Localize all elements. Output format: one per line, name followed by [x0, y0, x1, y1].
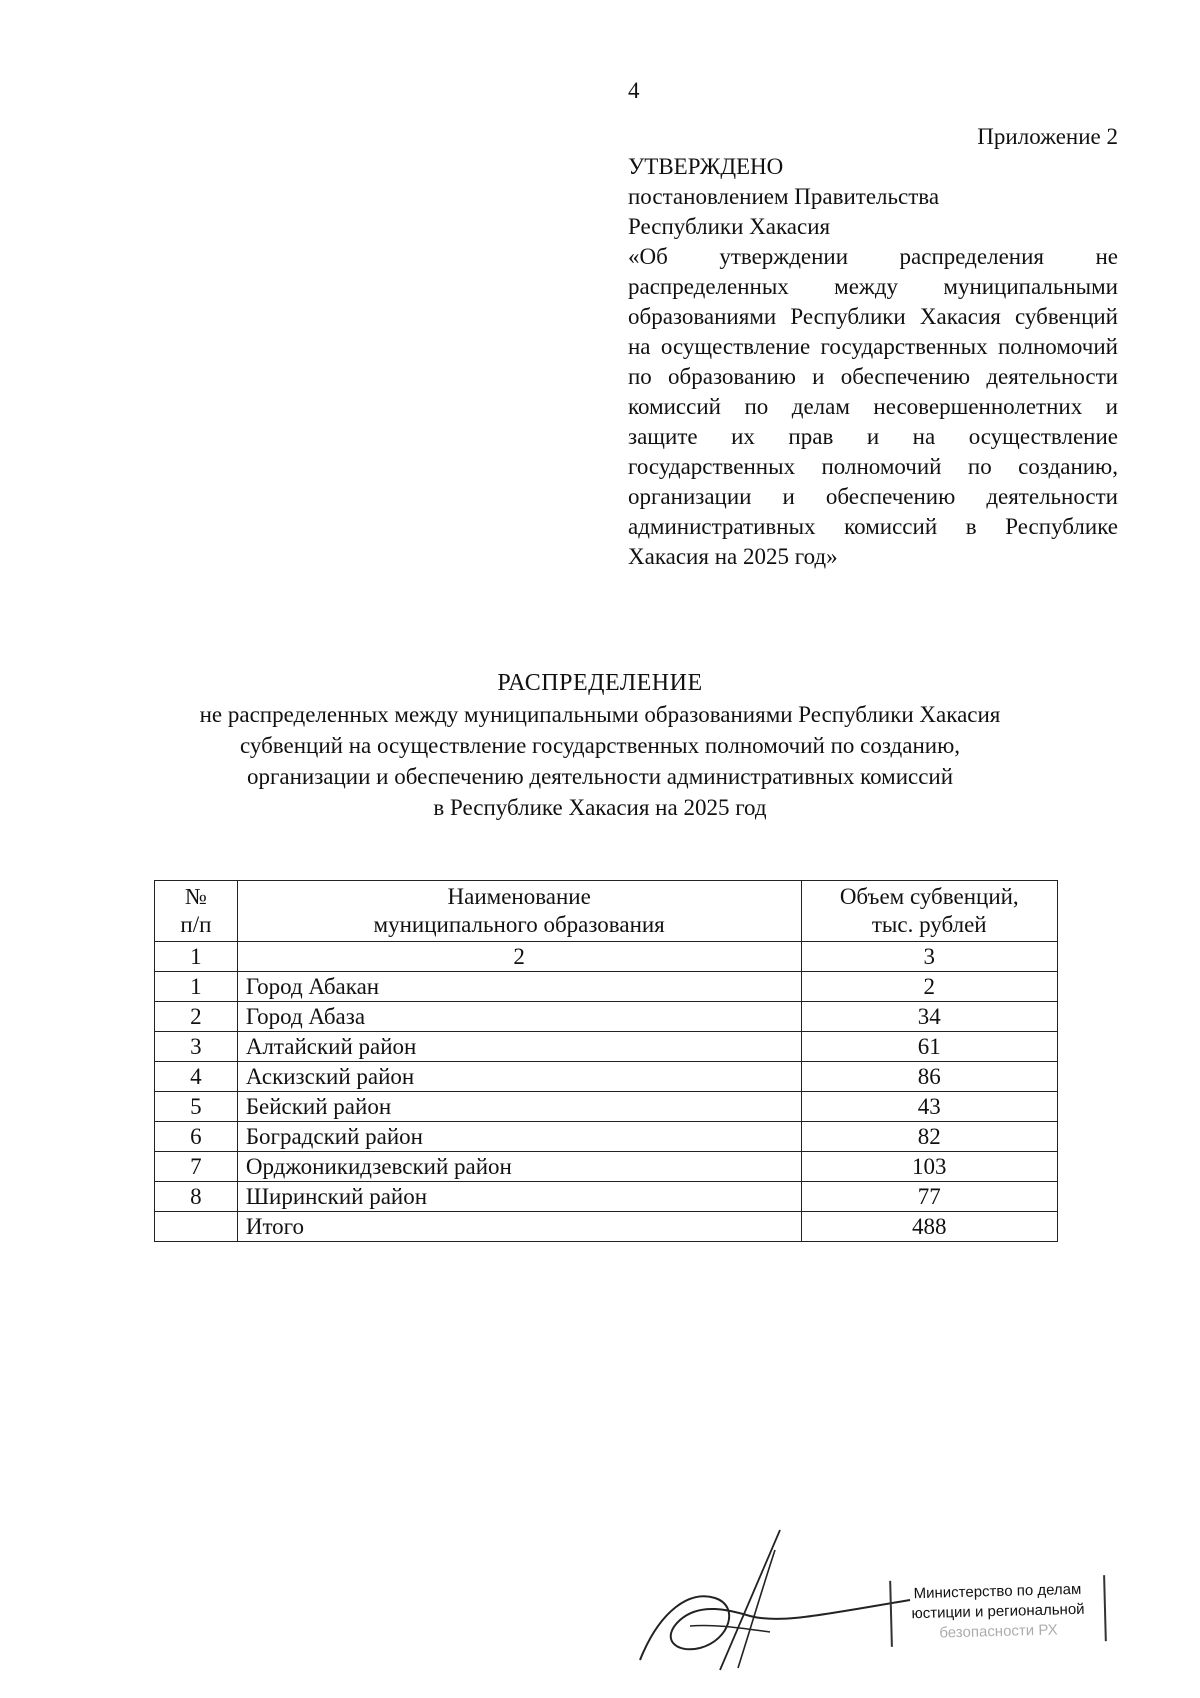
approved-by-region: Республики Хакасия	[628, 214, 831, 239]
appendix-label: Приложение 2	[977, 124, 1118, 149]
table-row	[155, 1032, 1058, 1062]
row-volume: 82	[801, 1122, 1058, 1152]
approval-block	[628, 122, 1118, 572]
signature	[620, 1520, 920, 1680]
signature-stroke	[640, 1596, 910, 1660]
header-number-line-2: п/п	[180, 912, 212, 937]
table-header-row	[155, 881, 1058, 942]
approved-decree-title: «Об утверждении распределения не распределенных между муниципальными образованиями Республики Хакасия субвенций на осуществление государственных полномочий по образованию и обеспечению деятельности комиссий по делам несовершеннолетних и защите их прав и на осуществление государственных полномочий по созданию, организации и обеспечению деятельности административных комиссий в Республике Хакасия на 2025 год»	[628, 244, 1118, 569]
row-number: 7	[155, 1152, 238, 1182]
stamp-line-2: юстиции и региональной	[911, 1600, 1085, 1623]
document-heading	[130, 668, 1070, 823]
approved-by-line: постановлением Правительства	[628, 184, 940, 209]
table-row	[155, 1122, 1058, 1152]
total-label: Итого	[237, 1212, 801, 1242]
row-volume: 86	[801, 1062, 1058, 1092]
header-volume-line-2: тыс. рублей	[871, 912, 987, 937]
row-number: 4	[155, 1062, 238, 1092]
row-name: Ширинский район	[237, 1182, 801, 1212]
stamp-line-1: Министерство по делам	[913, 1580, 1082, 1603]
signature-stroke	[720, 1530, 780, 1670]
table-index-row	[155, 942, 1058, 972]
table-row	[155, 1152, 1058, 1182]
row-name: Орджоникидзевский район	[237, 1152, 801, 1182]
row-volume: 43	[801, 1092, 1058, 1122]
heading-title: РАСПРЕДЕЛЕНИЕ	[497, 670, 703, 696]
heading-line-4: в Республике Хакасия на 2025 год	[433, 795, 767, 820]
row-name: Бейский район	[237, 1092, 801, 1122]
row-volume: 61	[801, 1032, 1058, 1062]
row-volume: 2	[801, 972, 1058, 1002]
distribution-table	[154, 880, 1058, 1242]
row-volume: 77	[801, 1182, 1058, 1212]
row-number: 1	[155, 972, 238, 1002]
index-cell-3: 3	[801, 942, 1058, 972]
index-cell-2: 2	[237, 942, 801, 972]
signature-stroke	[690, 1625, 770, 1632]
header-name	[237, 881, 801, 942]
table-row	[155, 1182, 1058, 1212]
index-cell-1: 1	[155, 942, 238, 972]
table-row	[155, 1002, 1058, 1032]
row-number: 6	[155, 1122, 238, 1152]
header-name-line-2: муниципального образования	[373, 912, 665, 937]
total-volume: 488	[801, 1212, 1058, 1242]
header-name-line-1: Наименование	[447, 884, 591, 909]
header-number	[155, 881, 238, 942]
header-number-line-1: №	[184, 884, 207, 909]
row-number: 3	[155, 1032, 238, 1062]
row-name: Город Абаза	[237, 1002, 801, 1032]
page-number: 4	[628, 78, 640, 103]
approved-label: УТВЕРЖДЕНО	[628, 154, 784, 179]
row-name: Боградский район	[237, 1122, 801, 1152]
heading-line-1: не распределенных между муниципальными образованиями Республики Хакасия	[199, 702, 1001, 727]
row-volume: 103	[801, 1152, 1058, 1182]
table-total-row	[155, 1212, 1058, 1242]
table-row	[155, 972, 1058, 1002]
heading-line-3: организации и обеспечению деятельности административных комиссий	[246, 764, 954, 789]
signature-stroke	[738, 1550, 775, 1668]
stamp-line-3: безопасности РХ	[939, 1621, 1058, 1642]
header-volume	[801, 881, 1058, 942]
table-row	[155, 1062, 1058, 1092]
row-volume: 34	[801, 1002, 1058, 1032]
header-volume-line-1: Объем субвенций,	[839, 884, 1019, 909]
total-number	[155, 1212, 238, 1242]
row-number: 2	[155, 1002, 238, 1032]
heading-line-2: субвенций на осуществление государственных полномочий по созданию,	[240, 733, 960, 758]
table-row	[155, 1092, 1058, 1122]
ministry-stamp	[889, 1575, 1107, 1647]
row-number: 8	[155, 1182, 238, 1212]
row-name: Аскизский район	[237, 1062, 801, 1092]
row-number: 5	[155, 1092, 238, 1122]
row-name: Город Абакан	[237, 972, 801, 1002]
row-name: Алтайский район	[237, 1032, 801, 1062]
